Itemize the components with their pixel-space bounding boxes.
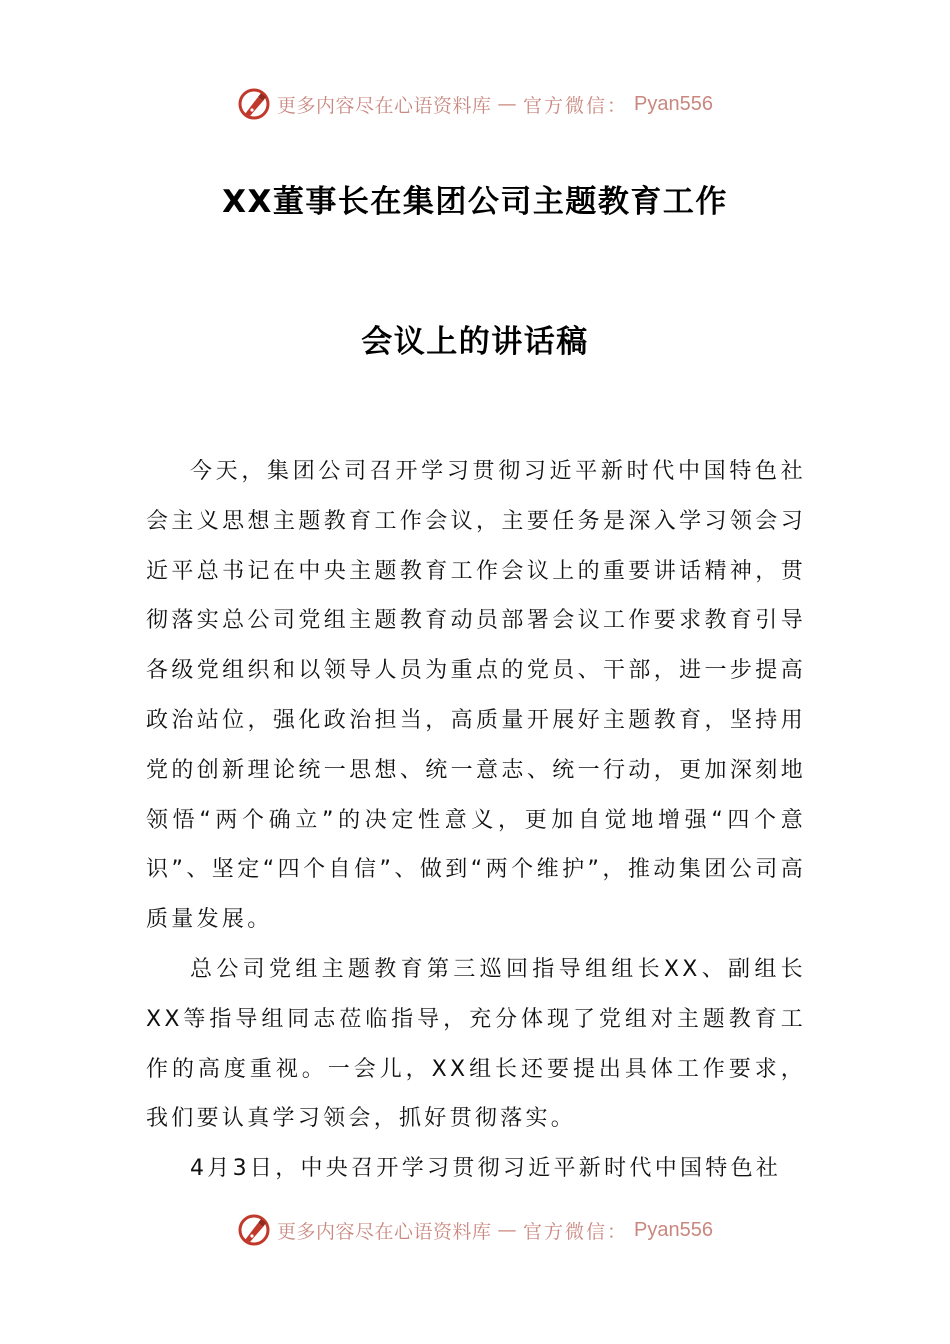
- footer-wechat-label: 官方微信：: [523, 1220, 629, 1243]
- header-wechat-id: Pyan556: [634, 92, 713, 115]
- pen-nib-logo-icon: [237, 87, 271, 121]
- header-wechat-label: 官方微信：: [523, 94, 629, 117]
- pen-nib-logo-icon: [237, 1213, 271, 1247]
- footer-dash: —: [497, 1219, 518, 1241]
- footer-site-text: 更多内容尽在心语资料库: [277, 1220, 492, 1243]
- document-title-line1: XX董事长在集团公司主题教育工作: [222, 184, 728, 220]
- header-site-text: 更多内容尽在心语资料库: [277, 94, 492, 117]
- document-body: [146, 447, 806, 1194]
- footer-wechat-id: Pyan556: [634, 1218, 713, 1241]
- header-watermark: [0, 84, 950, 124]
- header-dash: —: [497, 93, 518, 115]
- paragraph-1: 今天，集团公司召开学习贯彻习近平新时代中国特色社会主义思想主题教育工作会议，主要任务是深入学习领会习近平总书记在中央主题教育工作会议上的重要讲话精神，贯彻落实总公司党组主题教育动员部署会议工作要求教育引导各级党组织和以领导人员为重点的党员、干部，进一步提高政治站位，强化政治担当，高质量开展好主题教育，坚持用党的创新理论统一思想、统一意志、统一行动，更加深刻地领悟“两个确立”的决定性意义，更加自觉地增强“四个意识”、坚定“四个自信”、做到“两个维护”，推动集团公司高质量发展。: [146, 459, 806, 933]
- paragraph-3: 4月3日，中央召开学习贯彻习近平新时代中国特色社: [190, 1156, 782, 1182]
- footer-watermark: [0, 1210, 950, 1250]
- document-title-line2: 会议上的讲话稿: [361, 324, 589, 360]
- paragraph-2: 总公司党组主题教育第三巡回指导组组长XX、副组长XX等指导组同志莅临指导，充分体现了党组对主题教育工作的高度重视。一会儿，XX组长还要提出具体工作要求，我们要认真学习领会，抓好贯彻落实。: [146, 956, 806, 1132]
